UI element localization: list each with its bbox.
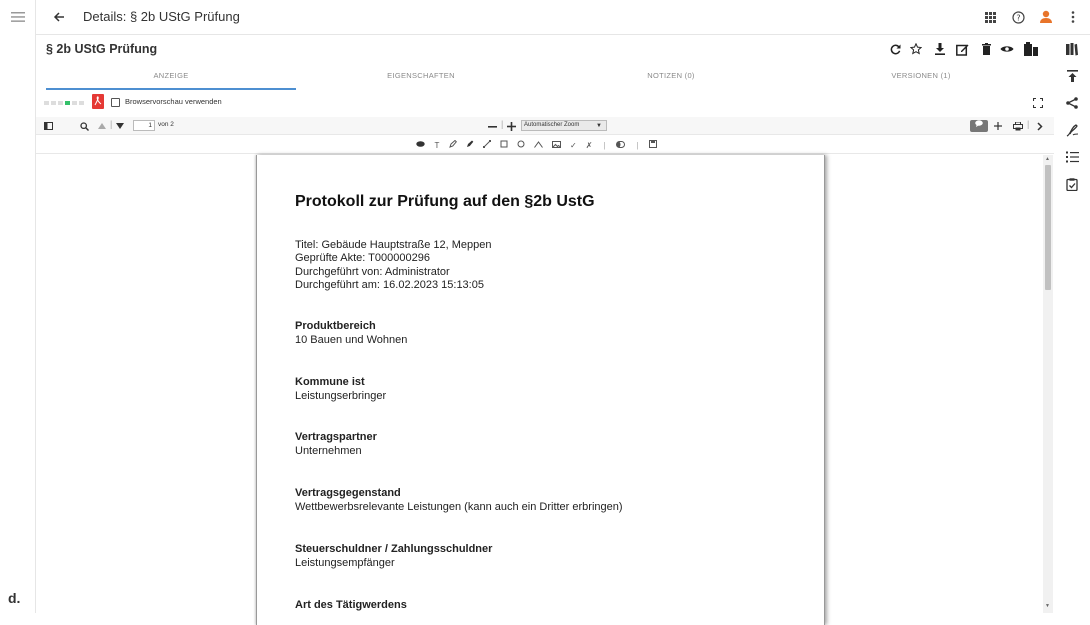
upload-icon[interactable] bbox=[1063, 67, 1081, 85]
sidebar-toggle-icon[interactable] bbox=[44, 119, 53, 133]
pdf-section bbox=[295, 376, 386, 403]
pdf-heading: Protokoll zur Prüfung auf den §2b UstG bbox=[295, 193, 595, 210]
image-tool-icon[interactable] bbox=[552, 141, 561, 150]
next-page-icon[interactable] bbox=[116, 119, 124, 133]
viewer-options bbox=[44, 94, 1054, 112]
checklist-icon[interactable] bbox=[1063, 148, 1081, 166]
task-check-icon[interactable] bbox=[1063, 175, 1081, 193]
highlighter-tool-icon[interactable] bbox=[466, 140, 474, 150]
pen-tool-icon[interactable] bbox=[449, 140, 457, 150]
pdf-section bbox=[295, 487, 623, 514]
save-annotations-icon[interactable] bbox=[649, 140, 657, 150]
eraser-tool-icon[interactable] bbox=[616, 141, 625, 150]
pdf-page bbox=[256, 155, 825, 625]
cross-tool-icon[interactable]: ✗ bbox=[585, 140, 593, 150]
section-value: Wettbewerbsrelevante Leistungen (kann auch ein Dritter erbringen) bbox=[295, 500, 623, 513]
pdf-toolbar bbox=[36, 117, 1054, 135]
pdf-section bbox=[295, 431, 377, 458]
page-number-input[interactable] bbox=[133, 120, 155, 131]
zoom-select[interactable] bbox=[521, 120, 607, 131]
apps-grid-icon[interactable] bbox=[980, 7, 1000, 27]
scroll-down-icon[interactable]: ▼ bbox=[1045, 603, 1050, 609]
preview-eye-icon[interactable] bbox=[998, 40, 1016, 58]
fullscreen-icon[interactable] bbox=[1032, 97, 1044, 109]
section-heading: Vertragspartner bbox=[295, 431, 377, 443]
scroll-up-icon[interactable]: ▲ bbox=[1045, 156, 1050, 162]
polyline-tool-icon[interactable] bbox=[534, 141, 543, 150]
app-header bbox=[36, 0, 1090, 35]
line-tool-icon[interactable] bbox=[483, 140, 491, 150]
zoom-select-value: Automatischer Zoom bbox=[524, 122, 580, 128]
download-icon[interactable] bbox=[931, 40, 949, 58]
svg-text:?: ? bbox=[1015, 12, 1021, 22]
zoom-in-icon[interactable] bbox=[507, 119, 516, 133]
chevron-down-icon: ▼ bbox=[596, 123, 602, 129]
meta-performed-at: Durchgeführt am: 16.02.2023 15:13:05 bbox=[295, 278, 484, 291]
user-avatar-icon[interactable] bbox=[1036, 7, 1056, 27]
section-value: Leistungsempfänger bbox=[295, 556, 395, 569]
back-arrow-icon[interactable] bbox=[50, 8, 68, 26]
tab-notizen[interactable]: NOTIZEN (0) bbox=[647, 71, 695, 80]
section-value: Unternehmen bbox=[295, 444, 362, 457]
edit-icon[interactable] bbox=[953, 40, 971, 58]
rectangle-tool-icon[interactable] bbox=[500, 140, 508, 150]
pdf-section bbox=[295, 543, 492, 570]
toolbar-separator: | bbox=[1027, 119, 1030, 129]
document-title: § 2b UStG Prüfung bbox=[46, 42, 158, 56]
text-tool-icon[interactable]: T bbox=[434, 140, 440, 150]
search-icon[interactable] bbox=[80, 119, 89, 133]
page-count-label: von 2 bbox=[158, 121, 174, 128]
section-heading: Steuerschuldner / Zahlungsschuldner bbox=[295, 543, 493, 555]
ellipse-tool-icon[interactable] bbox=[517, 140, 525, 150]
help-icon[interactable] bbox=[1008, 7, 1028, 27]
section-heading: Art des Tätigwerdens bbox=[295, 599, 407, 611]
meta-file: Geprüfte Akte: T000000296 bbox=[295, 252, 430, 265]
clipboard-icon[interactable] bbox=[1022, 40, 1040, 58]
pdf-meta bbox=[295, 239, 492, 292]
tab-anzeige[interactable]: ANZEIGE bbox=[46, 66, 296, 90]
page-title: Details: § 2b UStG Prüfung bbox=[83, 9, 240, 24]
pdf-viewer[interactable] bbox=[36, 155, 1054, 613]
share-icon[interactable] bbox=[1063, 94, 1081, 112]
scrollbar-thumb[interactable] bbox=[1045, 165, 1051, 290]
toolbar-separator: | bbox=[110, 119, 113, 129]
meta-title: Titel: Gebäude Hauptstraße 12, Meppen bbox=[295, 239, 492, 251]
pdf-section bbox=[295, 320, 407, 347]
more-vert-icon[interactable] bbox=[1063, 7, 1083, 27]
pdf-file-icon[interactable] bbox=[92, 94, 104, 109]
previous-page-icon[interactable] bbox=[98, 119, 106, 133]
annotation-toolbar bbox=[36, 136, 1054, 154]
toolbar-separator: | bbox=[501, 119, 504, 129]
refresh-icon[interactable] bbox=[886, 40, 904, 58]
left-rail bbox=[0, 0, 36, 613]
document-tabs bbox=[46, 66, 1046, 90]
section-value: 10 Bauen und Wohnen bbox=[295, 333, 408, 346]
toolbar-separator: | bbox=[636, 140, 639, 150]
print-icon[interactable] bbox=[1013, 119, 1023, 133]
star-icon[interactable] bbox=[907, 40, 925, 58]
book-icon[interactable] bbox=[1063, 40, 1081, 58]
tab-versionen[interactable]: VERSIONEN (1) bbox=[891, 71, 951, 80]
section-heading: Produktbereich bbox=[295, 320, 376, 332]
comment-toggle-icon[interactable] bbox=[970, 120, 988, 132]
pdf-section bbox=[295, 599, 407, 613]
signature-icon[interactable] bbox=[1063, 121, 1081, 139]
delete-icon[interactable] bbox=[977, 40, 995, 58]
check-tool-icon[interactable]: ✓ bbox=[570, 140, 577, 150]
right-rail bbox=[1054, 35, 1090, 613]
meta-performed-by: Durchgeführt von: Administrator bbox=[295, 265, 450, 278]
section-value: Leistungserbringer bbox=[295, 389, 387, 402]
browser-preview-checkbox[interactable] bbox=[111, 98, 120, 107]
toolbar-separator: | bbox=[603, 140, 606, 150]
hamburger-menu-icon[interactable] bbox=[9, 8, 27, 26]
add-icon[interactable] bbox=[994, 119, 1002, 133]
chevron-right-icon[interactable] bbox=[1037, 119, 1043, 133]
section-heading: Kommune ist bbox=[295, 376, 365, 388]
browser-preview-label: Browservorschau verwenden bbox=[125, 97, 222, 106]
comment-tool-icon[interactable] bbox=[416, 141, 425, 150]
section-heading: Vertragsgegenstand bbox=[295, 487, 401, 499]
brand-logo: d. bbox=[8, 590, 21, 606]
zoom-out-icon[interactable] bbox=[488, 119, 497, 133]
viewer-status-indicator bbox=[44, 101, 84, 105]
vertical-scrollbar[interactable] bbox=[1043, 155, 1053, 613]
tab-eigenschaften[interactable]: EIGENSCHAFTEN bbox=[387, 71, 455, 80]
